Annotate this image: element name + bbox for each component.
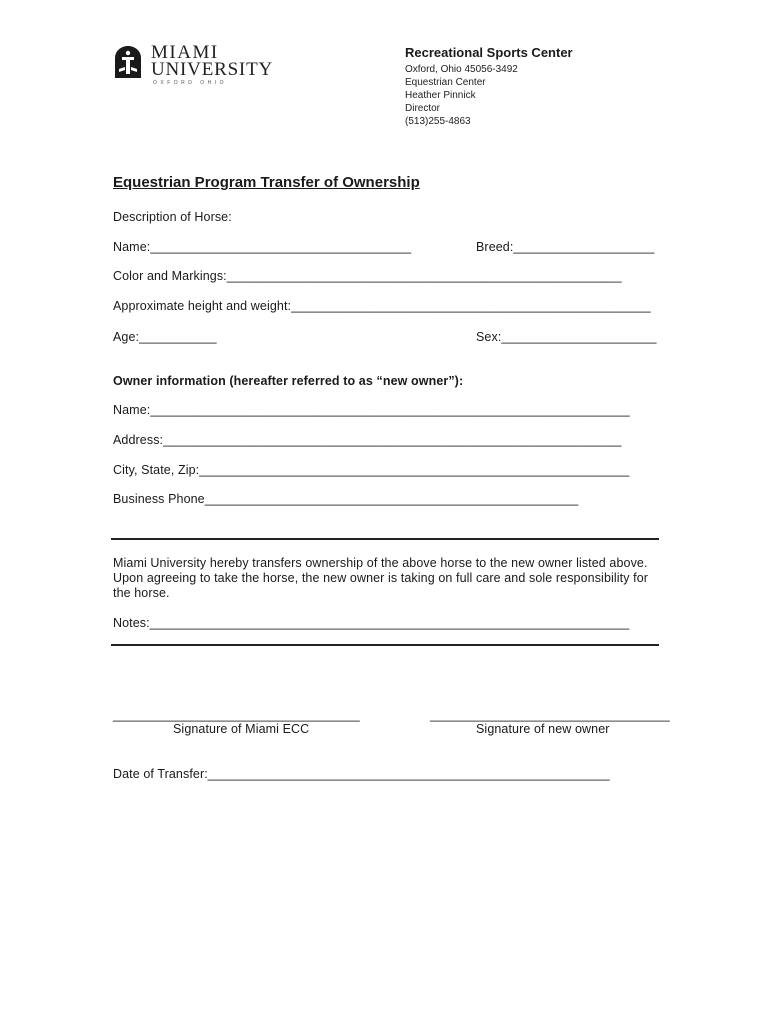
- horse-section-label: Description of Horse:: [113, 210, 232, 224]
- signature-label-new-owner: Signature of new owner: [476, 722, 610, 736]
- business-phone-field[interactable]: Business Phone_____________________________________________________: [113, 492, 579, 506]
- signature-line-miami[interactable]: ___________________________________: [113, 708, 360, 722]
- logo-line-1: MIAMI: [151, 42, 219, 63]
- transfer-statement-line-3: the horse.: [113, 586, 170, 600]
- logo-tagline: OXFORD OHIO: [153, 80, 228, 86]
- owner-section-label: Owner information (hereafter referred to as “new owner”):: [113, 374, 464, 388]
- section-divider-bottom: [111, 644, 659, 646]
- header-phone: (513)255-4863: [405, 116, 471, 127]
- header-role: Director: [405, 103, 441, 114]
- owner-name-field[interactable]: Name:____________________________________________________________________: [113, 403, 630, 417]
- breed-field[interactable]: Breed:____________________: [476, 240, 655, 254]
- signature-line-new-owner[interactable]: __________________________________: [430, 708, 670, 722]
- city-state-zip-field[interactable]: City, State, Zip:_____________________________________________________________: [113, 463, 630, 477]
- horse-name-field[interactable]: Name:_____________________________________: [113, 240, 412, 254]
- header-org: Recreational Sports Center: [405, 45, 573, 60]
- header-dept: Equestrian Center: [405, 77, 486, 88]
- university-logo: [113, 42, 273, 88]
- age-field[interactable]: Age:___________: [113, 330, 217, 344]
- signature-label-miami: Signature of Miami ECC: [173, 722, 310, 736]
- sex-field[interactable]: Sex:______________________: [476, 330, 657, 344]
- logo-line-2: UNIVERSITY: [151, 59, 273, 80]
- color-markings-field[interactable]: Color and Markings:________________________________________________________: [113, 269, 622, 283]
- transfer-statement-line-1: Miami University hereby transfers ownership of the above horse to the new owner listed above.: [113, 556, 648, 570]
- section-divider-top: [111, 538, 659, 540]
- header-address: Oxford, Ohio 45056-3492: [405, 64, 518, 75]
- transfer-statement-line-2: Upon agreeing to take the horse, the new owner is taking on full care and sole responsibility for: [113, 571, 649, 585]
- form-title: Equestrian Program Transfer of Ownership: [113, 174, 420, 191]
- header-name: Heather Pinnick: [405, 90, 476, 101]
- height-weight-field[interactable]: Approximate height and weight:___________________________________________________: [113, 299, 651, 313]
- date-of-transfer-field[interactable]: Date of Transfer:_________________________________________________________: [113, 767, 610, 781]
- owner-address-field[interactable]: Address:_________________________________________________________________: [113, 433, 622, 447]
- notes-field[interactable]: Notes:____________________________________________________________________: [113, 616, 630, 630]
- seal-icon: [113, 45, 143, 79]
